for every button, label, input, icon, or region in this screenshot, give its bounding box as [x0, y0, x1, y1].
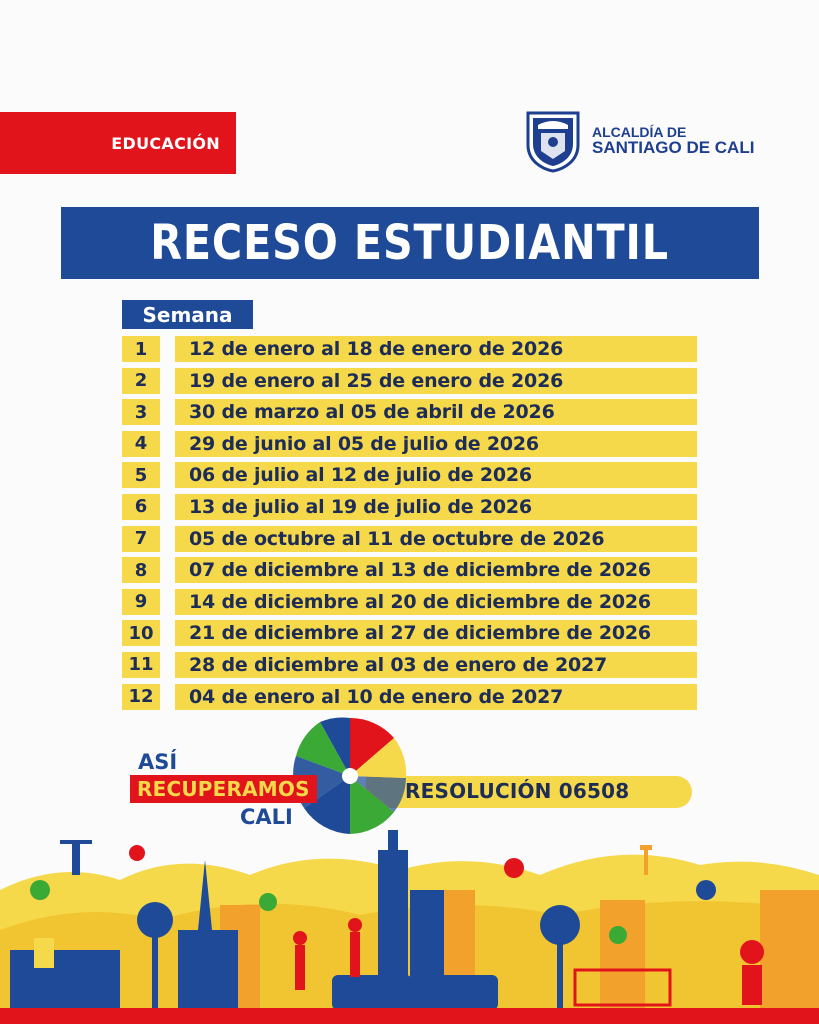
week-range: 14 de diciembre al 20 de diciembre de 2026	[175, 589, 697, 615]
week-number: 1	[122, 336, 160, 362]
week-number: 12	[122, 684, 160, 710]
column-header: Semana	[122, 300, 253, 329]
week-list	[122, 336, 697, 715]
week-number: 10	[122, 620, 160, 646]
list-item	[122, 431, 697, 457]
week-range: 19 de enero al 25 de enero de 2026	[175, 368, 697, 394]
week-number: 2	[122, 368, 160, 394]
list-item	[122, 620, 697, 646]
week-range: 07 de diciembre al 13 de diciembre de 2026	[175, 557, 697, 583]
list-item	[122, 526, 697, 552]
campaign-line3: CALI	[240, 805, 293, 829]
campaign-line1: ASÍ	[138, 750, 178, 774]
list-item	[122, 557, 697, 583]
list-item	[122, 494, 697, 520]
week-range: 13 de julio al 19 de julio de 2026	[175, 494, 697, 520]
week-number: 11	[122, 652, 160, 678]
campaign-line2: RECUPERAMOS	[130, 775, 317, 803]
list-item	[122, 399, 697, 425]
week-range: 30 de marzo al 05 de abril de 2026	[175, 399, 697, 425]
city-skyline-illustration	[0, 820, 819, 1024]
week-range: 12 de enero al 18 de enero de 2026	[175, 336, 697, 362]
week-number: 7	[122, 526, 160, 552]
week-number: 4	[122, 431, 160, 457]
logo-line1: ALCALDÍA DE	[592, 123, 687, 140]
page-title-text: RECESO ESTUDIANTIL	[150, 215, 670, 271]
week-range: 04 de enero al 10 de enero de 2027	[175, 684, 697, 710]
section-tag: EDUCACIÓN	[0, 112, 236, 174]
city-logo	[524, 109, 754, 173]
logo-line2: SANTIAGO DE CALI	[592, 138, 755, 158]
resolution-label: RESOLUCIÓN 06508	[405, 779, 630, 803]
week-number: 6	[122, 494, 160, 520]
list-item	[122, 589, 697, 615]
list-item	[122, 368, 697, 394]
page-title	[61, 207, 759, 279]
week-number: 5	[122, 462, 160, 488]
week-number: 8	[122, 557, 160, 583]
list-item	[122, 336, 697, 362]
week-number: 3	[122, 399, 160, 425]
week-range: 05 de octubre al 11 de octubre de 2026	[175, 526, 697, 552]
week-range: 28 de diciembre al 03 de enero de 2027	[175, 652, 697, 678]
week-range: 21 de diciembre al 27 de diciembre de 2026	[175, 620, 697, 646]
list-item	[122, 652, 697, 678]
week-range: 06 de julio al 12 de julio de 2026	[175, 462, 697, 488]
week-number: 9	[122, 589, 160, 615]
coat-of-arms-icon	[524, 109, 582, 173]
campaign-block	[130, 716, 700, 836]
list-item	[122, 462, 697, 488]
week-range: 29 de junio al 05 de julio de 2026	[175, 431, 697, 457]
list-item	[122, 684, 697, 710]
